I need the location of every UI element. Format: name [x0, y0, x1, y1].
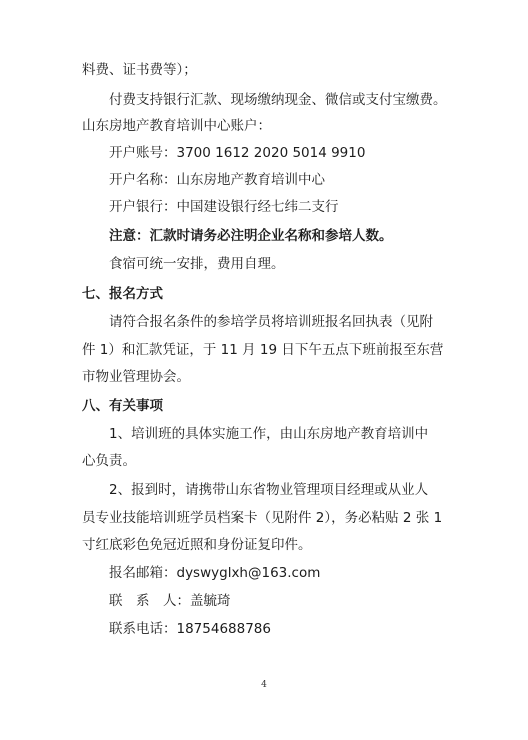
account-bank: 开户银行：中国建设银行经七纬二支行 [109, 199, 339, 215]
text-line: 请符合报名条件的参培学员将培训班报名回执表（见附 [109, 314, 433, 330]
text-line: 心负责。 [82, 453, 136, 469]
text-line: 山东房地产教育培训中心账户： [82, 118, 271, 134]
text-line: 员专业技能培训班学员档案卡（见附件 2），务必粘贴 2 张 1 [82, 510, 443, 526]
account-name: 开户名称：山东房地产教育培训中心 [109, 172, 325, 188]
contact-email: 报名邮箱：dyswyglxh@163.com [109, 565, 321, 581]
text-line: 料费、证书费等）； [82, 62, 197, 78]
contact-person: 联 系 人：盖毓琦 [109, 593, 231, 609]
text-line: 食宿可统一安排，费用自理。 [109, 256, 285, 272]
text-line: 市物业管理协会。 [82, 369, 190, 385]
text-line: 2、报到时，请携带山东省物业管理项目经理或从业人 [109, 482, 429, 498]
page-number: 4 [261, 680, 267, 690]
section-heading-matters: 八、有关事项 [82, 398, 163, 414]
account-number: 开户账号：3700 1612 2020 5014 9910 [109, 145, 366, 161]
contact-phone: 联系电话：18754688786 [109, 621, 271, 637]
section-heading-registration: 七、报名方式 [82, 286, 163, 302]
text-line: 1、培训班的具体实施工作，由山东房地产教育培训中 [109, 426, 429, 442]
text-line: 付费支持银行汇款、现场缴纳现金、微信或支付宝缴费。 [109, 92, 447, 108]
text-line: 件 1）和汇款凭证，于 11 月 19 日下午五点下班前报至东营 [82, 342, 444, 358]
notice-text: 注意：汇款时请务必注明企业名称和参培人数。 [109, 228, 393, 244]
text-line: 寸红底彩色免冠近照和身份证复印件。 [82, 537, 312, 553]
